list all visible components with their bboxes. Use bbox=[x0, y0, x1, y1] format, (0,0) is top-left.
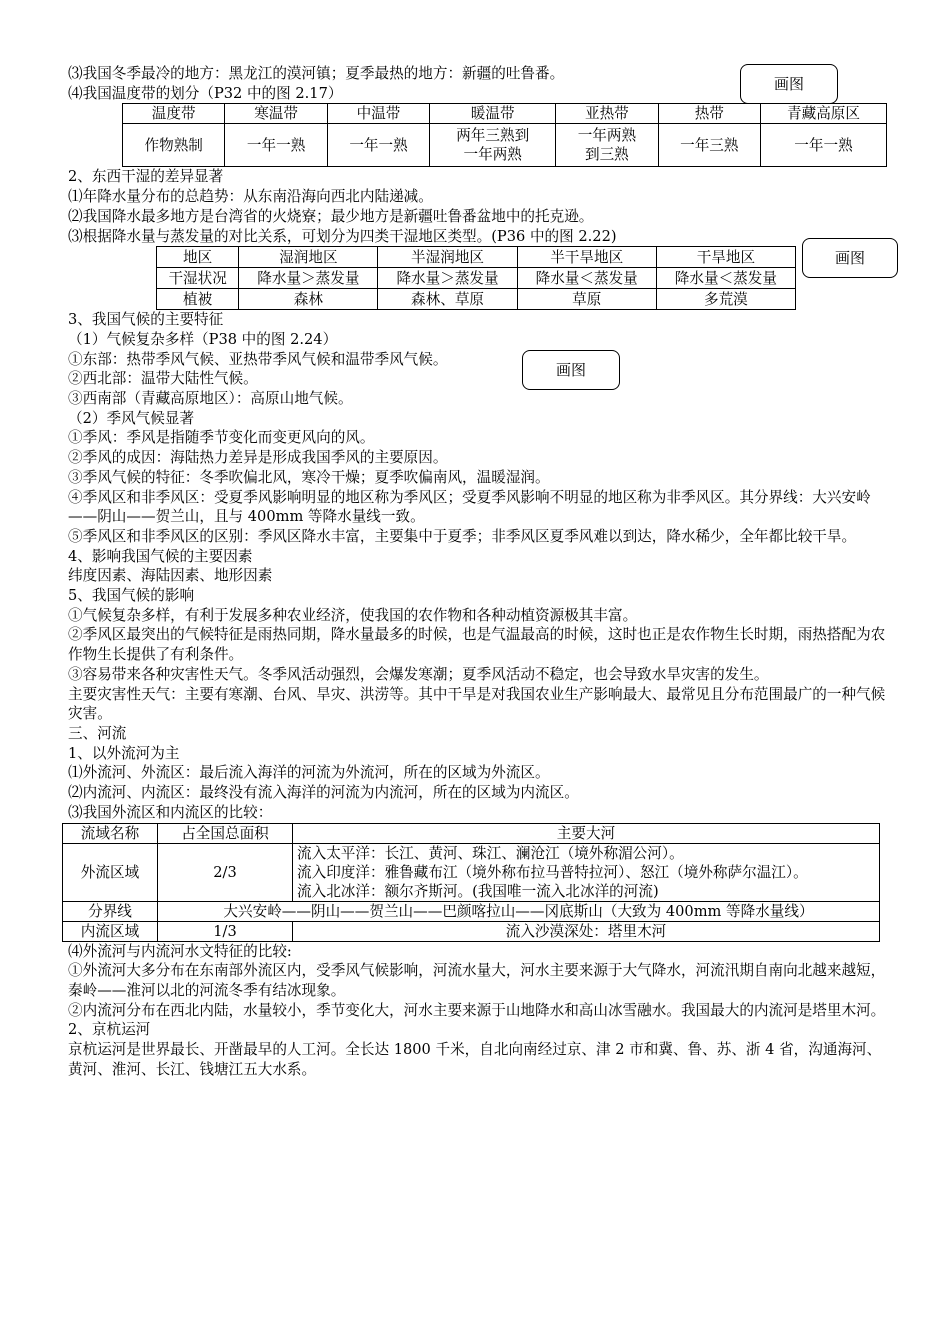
temperature-zone-table bbox=[122, 103, 887, 167]
text-line: ⑶我国冬季最冷的地方：黑龙江的漠河镇；夏季最热的地方：新疆的吐鲁番。 bbox=[68, 65, 565, 82]
table-cell: 森林 bbox=[239, 289, 378, 310]
table-cell: 内流区域 bbox=[63, 921, 158, 941]
table-cell: 大兴安岭——阴山——贺兰山——巴颜喀拉山——冈底斯山（大致为 400mm 等降水量线） bbox=[158, 901, 880, 921]
draw-button-dryness[interactable]: 画图 bbox=[802, 238, 898, 278]
table-header: 温度带 bbox=[123, 104, 225, 124]
table-header: 热带 bbox=[658, 104, 760, 124]
text-paragraph: ④季风区和非季风区：受夏季风影响明显的地区称为季风区；受夏季风影响不明显的地区称为非季风区。其分界线：大兴安岭——阴山——贺兰山，且与 400mm 等降水量线一致。 bbox=[68, 488, 871, 526]
table-header: 主要大河 bbox=[293, 823, 880, 843]
table-cell: 植被 bbox=[157, 289, 239, 310]
text-line: ③西南部（青藏高原地区）：高原山地气候。 bbox=[68, 390, 353, 408]
text-line: 纬度因素、海陆因素、地形因素 bbox=[68, 567, 273, 585]
table-cell: 降水量＞蒸发量 bbox=[239, 268, 378, 289]
table-cell: 干湿状况 bbox=[157, 268, 239, 289]
text-line: ③容易带来各种灾害性天气。冬季风活动强烈，会爆发寒潮；夏季风活动不稳定，也会导致水旱灾害的发生。 bbox=[68, 665, 769, 683]
table-cell: 降水量＞蒸发量 bbox=[378, 268, 517, 289]
table-header: 流域名称 bbox=[63, 823, 158, 843]
cell-line: 一年两熟 bbox=[463, 146, 522, 164]
text-line: ①东部：热带季风气候、亚热带季风气候和温带季风气候。 bbox=[68, 350, 448, 368]
section-heading: 三、河流 bbox=[68, 724, 127, 742]
table-header: 寒温带 bbox=[225, 104, 327, 124]
text-line: （2）季风气候显著 bbox=[68, 409, 195, 427]
text-line: ③季风气候的特征：冬季吹偏北风，寒冷干燥；夏季吹偏南风，温暖湿润。 bbox=[68, 468, 550, 486]
draw-button-temperature[interactable]: 画图 bbox=[740, 64, 838, 104]
table-cell: 外流区域 bbox=[63, 843, 158, 901]
table-cell: 降水量＜蒸发量 bbox=[517, 268, 656, 289]
table-header: 暖温带 bbox=[430, 104, 556, 124]
text-paragraph: ②内流河分布在西北内陆，水量较小，季节变化大，河水主要来源于山地降水和高山冰雪融水。我国最大的内流河是塔里木河。 bbox=[68, 1001, 886, 1019]
text-paragraph: 主要灾害性天气：主要有寒潮、台风、旱灾、洪涝等。其中干旱是对我国农业生产影响最大、最常见且分布范围最广的一种气候灾害。 bbox=[68, 685, 886, 723]
draw-button-climate[interactable]: 画图 bbox=[522, 350, 620, 390]
table-cell: 分界线 bbox=[63, 901, 158, 921]
table-cell: 一年一熟 bbox=[225, 124, 327, 167]
river-basin-table bbox=[62, 823, 880, 942]
table-header: 中温带 bbox=[327, 104, 429, 124]
text-paragraph: 京杭运河是世界最长、开凿最早的人工河。全长达 1800 千米，自北向南经过京、津 2 市和冀、鲁、苏、浙 4 省，沟通海河、黄河、淮河、长江、钱塘江五大水系。 bbox=[68, 1041, 882, 1078]
section-heading: 2、京杭运河 bbox=[68, 1021, 151, 1039]
table-header: 地区 bbox=[157, 247, 239, 268]
table-cell bbox=[556, 124, 658, 167]
section-heading: 1、以外流河为主 bbox=[68, 744, 180, 762]
section-heading: 3、我国气候的主要特征 bbox=[68, 311, 224, 329]
text-line: ⑴年降水量分布的总趋势：从东南沿海向西北内陆递减。 bbox=[68, 188, 433, 206]
table-cell: 流入沙漠深处：塔里木河 bbox=[293, 921, 880, 941]
table-cell bbox=[430, 124, 556, 167]
cell-line: 流入印度洋：雅鲁藏布江（境外称布拉马普特拉河）、怒江（境外称萨尔温江）。 bbox=[297, 863, 808, 881]
text-line: （1）气候复杂多样（P38 中的图 2.24） bbox=[68, 330, 338, 348]
table-header: 湿润地区 bbox=[239, 247, 378, 268]
table-cell: 一年一熟 bbox=[761, 124, 887, 167]
text-paragraph: ②季风区最突出的气候特征是雨热同期，降水量最多的时候，也是气温最高的时候，这时也正是农作物生长时期，雨热搭配为农作物生长提供了有利条件。 bbox=[68, 626, 886, 664]
table-header: 青藏高原区 bbox=[761, 104, 887, 124]
section-heading: 5、我国气候的影响 bbox=[68, 587, 195, 605]
table-cell bbox=[293, 843, 880, 901]
text-line: ①季风：季风是指随季节变化而变更风向的风。 bbox=[68, 429, 375, 447]
cell-line: 流入北冰洋：额尔齐斯河。(我国唯一流入北冰洋的河流) bbox=[297, 882, 659, 900]
text-line: ⑶根据降水量与蒸发量的对比关系，可划分为四类干湿地区类型。(P36 中的图 2.22) bbox=[68, 227, 617, 245]
table-header: 干旱地区 bbox=[656, 247, 795, 268]
table-cell: 一年三熟 bbox=[658, 124, 760, 167]
climate-section bbox=[68, 310, 888, 822]
table-cell: 草原 bbox=[517, 289, 656, 310]
text-line: 2、东西干湿的差异显著 bbox=[68, 168, 224, 186]
cell-line: 两年三熟到 bbox=[456, 127, 530, 145]
cell-line: 流入太平洋：长江、黄河、珠江、澜沧江（境外称湄公河）。 bbox=[297, 844, 684, 862]
table-cell: 多荒漠 bbox=[656, 289, 795, 310]
table-cell: 作物熟制 bbox=[123, 124, 225, 167]
table-cell: 2/3 bbox=[158, 843, 293, 901]
text-line: ②季风的成因：海陆热力差异是形成我国季风的主要原因。 bbox=[68, 449, 448, 467]
text-line: ②西北部：温带大陆性气候。 bbox=[68, 370, 258, 388]
text-line: ⑴外流河、外流区：最后流入海洋的河流为外流河，所在的区域为外流区。 bbox=[68, 764, 550, 782]
dry-wet-region-table bbox=[156, 246, 796, 310]
text-line: ⑵我国降水最多地方是台湾省的火烧寮；最少地方是新疆吐鲁番盆地中的托克逊。 bbox=[68, 207, 594, 225]
text-paragraph: ⑤季风区和非季风区的区别：季风区降水丰富，主要集中于夏季；非季风区夏季风难以到达，降水稀少，全年都比较干旱。 bbox=[68, 527, 857, 545]
text-line: ①气候复杂多样，有利于发展多种农业经济，使我国的农作物和各种动植资源极其丰富。 bbox=[68, 606, 638, 624]
document-page bbox=[68, 64, 888, 1079]
table-cell: 森林、草原 bbox=[378, 289, 517, 310]
text-line: ⑷外流河与内流河水文特征的比较: bbox=[68, 942, 292, 960]
cell-line: 到三熟 bbox=[584, 146, 629, 164]
table-header: 占全国总面积 bbox=[158, 823, 293, 843]
text-line: ⑵内流河、内流区：最终没有流入海洋的河流为内流河，所在的区域为内流区。 bbox=[68, 784, 579, 802]
table-cell: 1/3 bbox=[158, 921, 293, 941]
table-cell: 一年一熟 bbox=[327, 124, 429, 167]
text-line: ⑶我国外流区和内流区的比较： bbox=[68, 803, 273, 821]
text-paragraph: ①外流河大多分布在东南部外流区内，受季风气候影响，河流水量大，河水主要来源于大气降水，河流汛期自南向北越来越短，秦岭——淮河以北的河流冬季有结冰现象。 bbox=[68, 962, 886, 999]
text-line: ⑷我国温度带的划分（P32 中的图 2.17） bbox=[68, 84, 343, 102]
table-cell: 降水量＜蒸发量 bbox=[656, 268, 795, 289]
cell-line: 一年两熟 bbox=[577, 127, 637, 145]
section-heading: 4、影响我国气候的主要因素 bbox=[68, 547, 253, 565]
table-header: 亚热带 bbox=[556, 104, 658, 124]
table-header: 半湿润地区 bbox=[378, 247, 517, 268]
table-header: 半干旱地区 bbox=[517, 247, 656, 268]
